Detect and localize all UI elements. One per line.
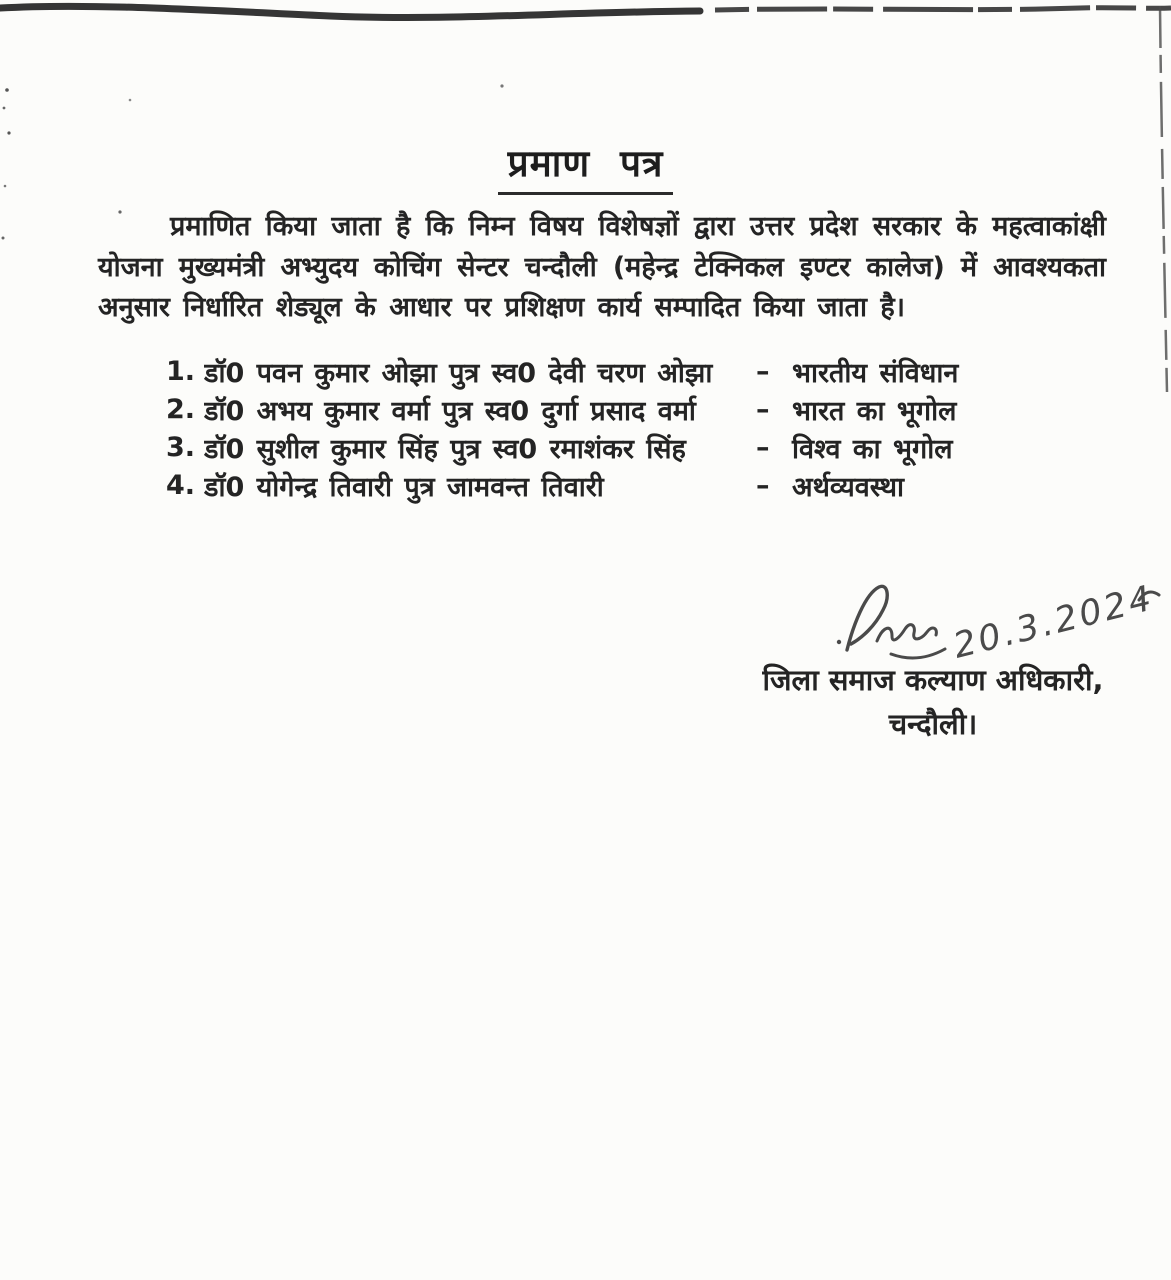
- expert-name: डॉ0 योगेन्द्र तिवारी पुत्र जामवन्त तिवारी: [204, 471, 604, 503]
- scan-speck: [500, 84, 503, 87]
- title-row: [0, 136, 1171, 195]
- signatory-place: चन्दौली।: [888, 707, 978, 741]
- expert-number: 2.: [166, 393, 196, 425]
- scan-speck: [7, 131, 10, 134]
- signatory-designation: जिला समाज कल्याण अधिकारी,: [762, 663, 1104, 697]
- dash-separator: –: [756, 355, 770, 387]
- signature-scrawl-squiggle: [877, 625, 936, 641]
- expert-row-3: [166, 428, 1026, 466]
- certificate-body: [98, 207, 1106, 329]
- expert-number: 3.: [166, 431, 196, 463]
- scan-speck: [3, 107, 6, 110]
- signature-ink-dot: [837, 640, 841, 644]
- expert-number: 4.: [166, 469, 196, 501]
- signature-scrawl-loop: [847, 586, 887, 650]
- dash-separator: –: [756, 469, 770, 501]
- scan-top-edge-line-right: [715, 8, 1171, 10]
- expert-subject: भारत का भूगोल: [792, 395, 957, 427]
- scan-top-edge-line: [0, 6, 700, 17]
- scan-speck: [129, 99, 132, 102]
- signatory-block: [738, 658, 1128, 746]
- expert-name: डॉ0 सुशील कुमार सिंह पुत्र स्व0 रमाशंकर सिंह: [204, 433, 686, 465]
- dash-separator: –: [756, 393, 770, 425]
- expert-name: डॉ0 अभय कुमार वर्मा पुत्र स्व0 दुर्गा प्रसाद वर्मा: [204, 395, 696, 427]
- signature-scrawl-tail: [891, 649, 945, 658]
- expert-subject: अर्थव्यवस्था: [792, 471, 904, 503]
- expert-name: डॉ0 पवन कुमार ओझा पुत्र स्व0 देवी चरण ओझा: [204, 357, 713, 389]
- scan-speck: [2, 237, 5, 240]
- dash-separator: –: [756, 431, 770, 463]
- expert-row-1: [166, 352, 1026, 390]
- signature-date: 20.3.2024: [949, 578, 1159, 667]
- expert-subject: विश्व का भूगोल: [792, 433, 953, 465]
- body-line-2: योजना मुख्यमंत्री अभ्युदय कोचिंग सेन्टर चन्दौली (महेन्द्र टेक्निकल इण्टर कालेज) में आवश्यकता: [98, 251, 1106, 283]
- expert-row-2: [166, 390, 1026, 428]
- scan-speck: [5, 88, 9, 92]
- certificate-title: प्रमाण पत्र: [498, 136, 674, 195]
- expert-row-4: [166, 466, 1026, 504]
- body-line-1: प्रमाणित किया जाता है कि निम्न विषय विशेषज्ञों द्वारा उत्तर प्रदेश सरकार के महत्वाकांक्षी: [170, 211, 1106, 242]
- expert-list: [166, 352, 1026, 504]
- expert-subject: भारतीय संविधान: [792, 357, 959, 389]
- body-line-3: अनुसार निर्धारित शेड्यूल के आधार पर प्रशिक्षण कार्य सम्पादित किया जाता है।: [98, 292, 905, 323]
- expert-number: 1.: [166, 355, 196, 387]
- scan-right-paper-edge: [1160, 6, 1167, 392]
